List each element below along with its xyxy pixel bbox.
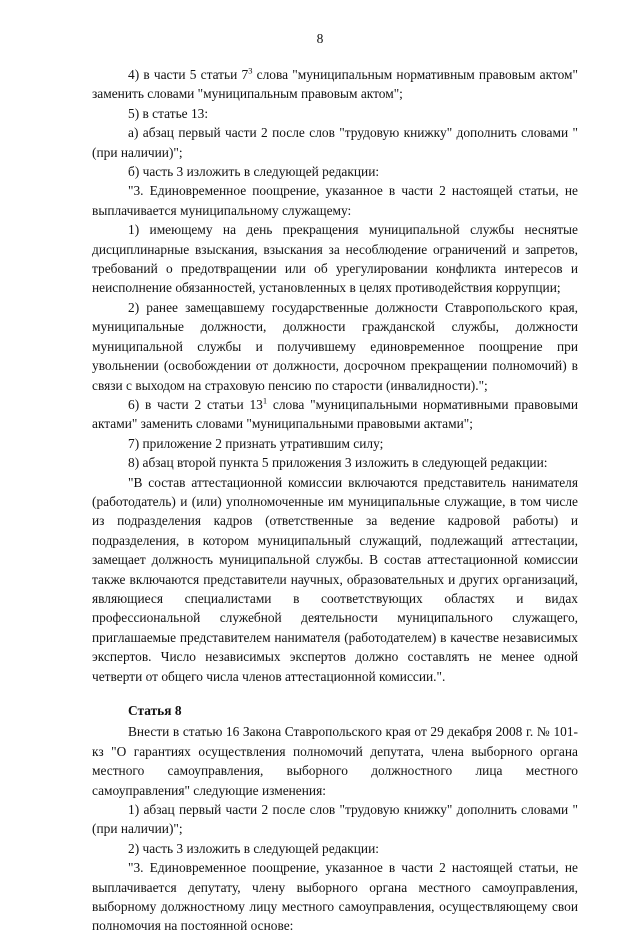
paragraph-amendment-6 bbox=[92, 395, 578, 434]
paragraph-quote-item-2: 2) ранее замещавшему государственные должности Ставропольского края, муниципальные должности, должности гражданской службы, должности муниципальной службы и получившему единовременное поощрение при увольнении (освобождении от должности, досрочном прекращении полномочий) в связи с выходом на страховую пенсию по старости (инвалидности)."; bbox=[92, 299, 578, 393]
paragraph-amendment-5: 5) в статье 13: bbox=[128, 105, 209, 121]
paragraph-text: слова "муниципальными нормативными правовыми актами" заменить словами "муниципальными правовыми актами"; bbox=[92, 396, 579, 432]
paragraph-quote-item-1: 1) имеющему на день прекращения муниципальной службы неснятые дисциплинарные взыскания, взыскания за несоблюдение ограничений и запретов, требований о предотвращении или об урегулировании конфликта интересов и неисполнение обязанностей, установленных в целях противодействия коррупции; bbox=[92, 222, 578, 296]
paragraph-quote-part-3: "3. Единовременное поощрение, указанное в части 2 настоящей статьи, не выплачивается муниципальному служащему: bbox=[92, 183, 578, 218]
paragraph-amendment-5b: б) часть 3 изложить в следующей редакции: bbox=[128, 164, 380, 180]
paragraph-amendment-4 bbox=[92, 65, 578, 104]
paragraph-article-8-item-1: 1) абзац первый части 2 после слов "трудовую книжку" дополнить словами "(при наличии)"; bbox=[92, 802, 578, 837]
paragraph-amendment-7: 7) приложение 2 признать утратившим силу; bbox=[128, 435, 384, 451]
superscript: 1 bbox=[262, 395, 268, 406]
article-heading: Статья 8 bbox=[128, 703, 182, 718]
paragraph-article-8-item-2: 2) часть 3 изложить в следующей редакции: bbox=[128, 840, 379, 856]
paragraph-quote-commission: "В состав аттестационной комиссии включаются представитель нанимателя (работодатель) и (или) уполномоченные им муниципальные служащие, в том числе из подразделения кадров (ответственные за ведение кадровой работы) и подразделения, в котором муниципальный служащий, подлежащий аттестации, замещает должность муниципальной службы. В состав аттестационной комиссии также включаются представители научных, образовательных и других организаций, являющиеся специалистами в соответствующих областях и видах профессиональной служебной деятельности муниципального служащего, приглашаемые представителем нанимателя (работодателем) в качестве независимых экспертов. Число независимых экспертов должно составлять не менее одной четверти от общего числа членов аттестационной комиссии.". bbox=[92, 474, 578, 684]
paragraph-amendment-8: 8) абзац второй пункта 5 приложения 3 изложить в следующей редакции: bbox=[128, 455, 548, 471]
page-number: 8 bbox=[316, 31, 324, 46]
paragraph-article-8-intro: Внести в статью 16 Закона Ставропольского края от 29 декабря 2008 г. № 101-кз "О гарантиях осуществления полномочий депутата, члена выборного органа местного самоуправления, выборного должностного лица местного самоуправления" следующие изменения: bbox=[92, 724, 578, 798]
paragraph-text: слова "муниципальным нормативным правовым актом" заменить словами "муниципальным правовым актом"; bbox=[92, 67, 578, 102]
paragraph-amendment-5a: а) абзац первый части 2 после слов "трудовую книжку" дополнить словами "(при наличии)"; bbox=[92, 125, 578, 160]
superscript: 3 bbox=[248, 65, 253, 76]
document-body bbox=[92, 65, 578, 936]
paragraph-text: 6) в части 2 статьи 13 bbox=[128, 396, 263, 412]
paragraph-article-8-quote: "3. Единовременное поощрение, указанное в части 2 настоящей статьи, не выплачивается депутату, члену выборного органа местного самоуправления, выборному должностному лицу местного самоуправления, осуществляющему свои полномочия на постоянной основе: bbox=[92, 860, 578, 934]
paragraph-text: 4) в части 5 статьи 7 bbox=[128, 67, 249, 82]
